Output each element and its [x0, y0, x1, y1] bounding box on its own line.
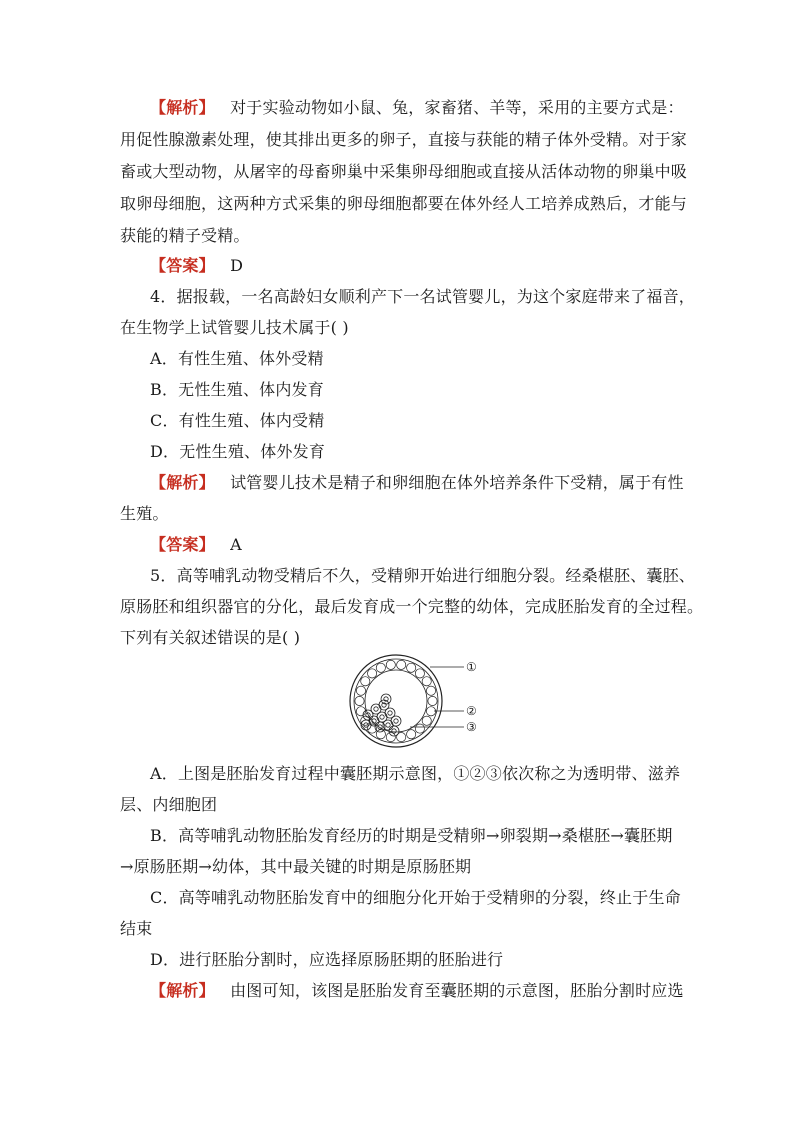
analysis-line: 获能的精子受精。: [120, 226, 250, 245]
blastocyst-diagram: [346, 653, 486, 749]
trophoblast-cell: [422, 677, 431, 686]
option-a-cont: 层、内细胞团: [120, 795, 218, 814]
option-a: A．有性生殖、体外受精: [150, 349, 324, 368]
trophoblast-cell: [356, 686, 365, 695]
label-2: ②: [466, 704, 477, 718]
analysis-line: 【解析】 试管婴儿技术是精子和卵细胞在体外培养条件下受精，属于有性: [150, 473, 684, 492]
trophoblast-cell: [415, 669, 424, 678]
answer-tag: 【答案】: [150, 256, 215, 275]
inner-cell-nucleus: [392, 729, 396, 733]
inner-cell: [381, 694, 391, 704]
question-stem: 原肠胚和组织器官的分化，最后发育成一个完整的幼体，完成胚胎发育的全过程。: [120, 597, 704, 616]
question-stem: 下列有关叙述错误的是( ): [120, 628, 301, 647]
option-a: A．上图是胚胎发育过程中囊胚期示意图，①②③依次称之为透明带、滋养: [150, 764, 681, 783]
trophoblast-cell: [386, 733, 395, 742]
option-d: D．进行胚胎分割时，应选择原肠胚期的胚胎进行: [150, 950, 504, 969]
analysis-line: 用促性腺激素处理，使其排出更多的卵子，直接与获能的精子体外受精。对于家: [120, 130, 688, 149]
question-stem: 在生物学上试管婴儿技术属于( ): [120, 318, 349, 337]
label-3: ③: [466, 720, 477, 734]
question-stem: 4．据报载，一名高龄妇女顺利产下一名试管婴儿，为这个家庭带来了福音，: [150, 287, 695, 306]
trophoblast-cell: [376, 663, 385, 672]
trophoblast-cell: [355, 696, 364, 705]
analysis-line: 【解析】 由图可知，该图是胚胎发育至囊胚期的示意图，胚胎分割时应选: [150, 981, 684, 1000]
option-c-cont: 结束: [120, 919, 153, 938]
trophoblast-cell: [407, 730, 416, 739]
analysis-tag: 【解析】: [150, 98, 215, 117]
trophoblast-cell: [367, 669, 376, 678]
inner-cell-nucleus: [394, 719, 398, 723]
option-c: C．高等哺乳动物胚胎发育中的细胞分化开始于受精卵的分裂，终止于生命: [150, 888, 681, 907]
trophoblast-cell: [428, 696, 437, 705]
inner-cell-nucleus: [380, 715, 384, 719]
answer-tag: 【答案】: [150, 535, 215, 554]
blastocoel-boundary: [365, 670, 427, 732]
answer-line: [150, 535, 706, 555]
trophoblast-cell: [415, 724, 424, 733]
inner-cell-nucleus: [388, 711, 392, 715]
analysis-line: 【解析】 对于实验动物如小鼠、兔，家畜猪、羊等，采用的主要方式是：: [150, 98, 684, 117]
answer-value: D: [230, 256, 244, 275]
trophoblast-cell: [397, 660, 406, 669]
option-b: B．高等哺乳动物胚胎发育经历的时期是受精卵→卵裂期→桑椹胚→囊胚期: [150, 826, 673, 845]
trophoblast-cell: [361, 677, 370, 686]
question-stem: 5．高等哺乳动物受精后不久，受精卵开始进行细胞分裂。经桑椹胚、囊胚、: [150, 566, 695, 585]
label-1: ①: [466, 660, 477, 674]
trophoblast-cell: [422, 716, 431, 725]
analysis-line: 生殖。: [120, 504, 169, 523]
option-b-cont: →原肠胚期→幼体，其中最关键的时期是原肠胚期: [120, 857, 472, 876]
trophoblast-cell: [386, 660, 395, 669]
inner-cell: [389, 726, 399, 736]
trophoblast-cell: [407, 663, 416, 672]
analysis-line: 取卵母细胞，这两种方式采集的卵母细胞都要在体外经人工培养成熟后，才能与: [120, 194, 688, 213]
blastocyst-figure: [346, 653, 486, 749]
inner-cell-nucleus: [386, 723, 390, 727]
analysis-line: 畜或大型动物，从屠宰的母畜卵巢中采集卵母细胞或直接从活体动物的卵巢中吸: [120, 162, 688, 181]
option-d: D．无性生殖、体外发育: [150, 442, 326, 461]
analysis-tag: 【解析】: [150, 981, 215, 1000]
answer-value: A: [230, 535, 242, 554]
inner-cell: [391, 716, 401, 726]
option-c: C．有性生殖、体内受精: [150, 411, 325, 430]
answer-line: [150, 256, 706, 276]
inner-cell-nucleus: [374, 707, 378, 711]
analysis-tag: 【解析】: [150, 473, 215, 492]
option-b: B．无性生殖、体内发育: [150, 380, 324, 399]
trophoblast-cell: [426, 686, 435, 695]
